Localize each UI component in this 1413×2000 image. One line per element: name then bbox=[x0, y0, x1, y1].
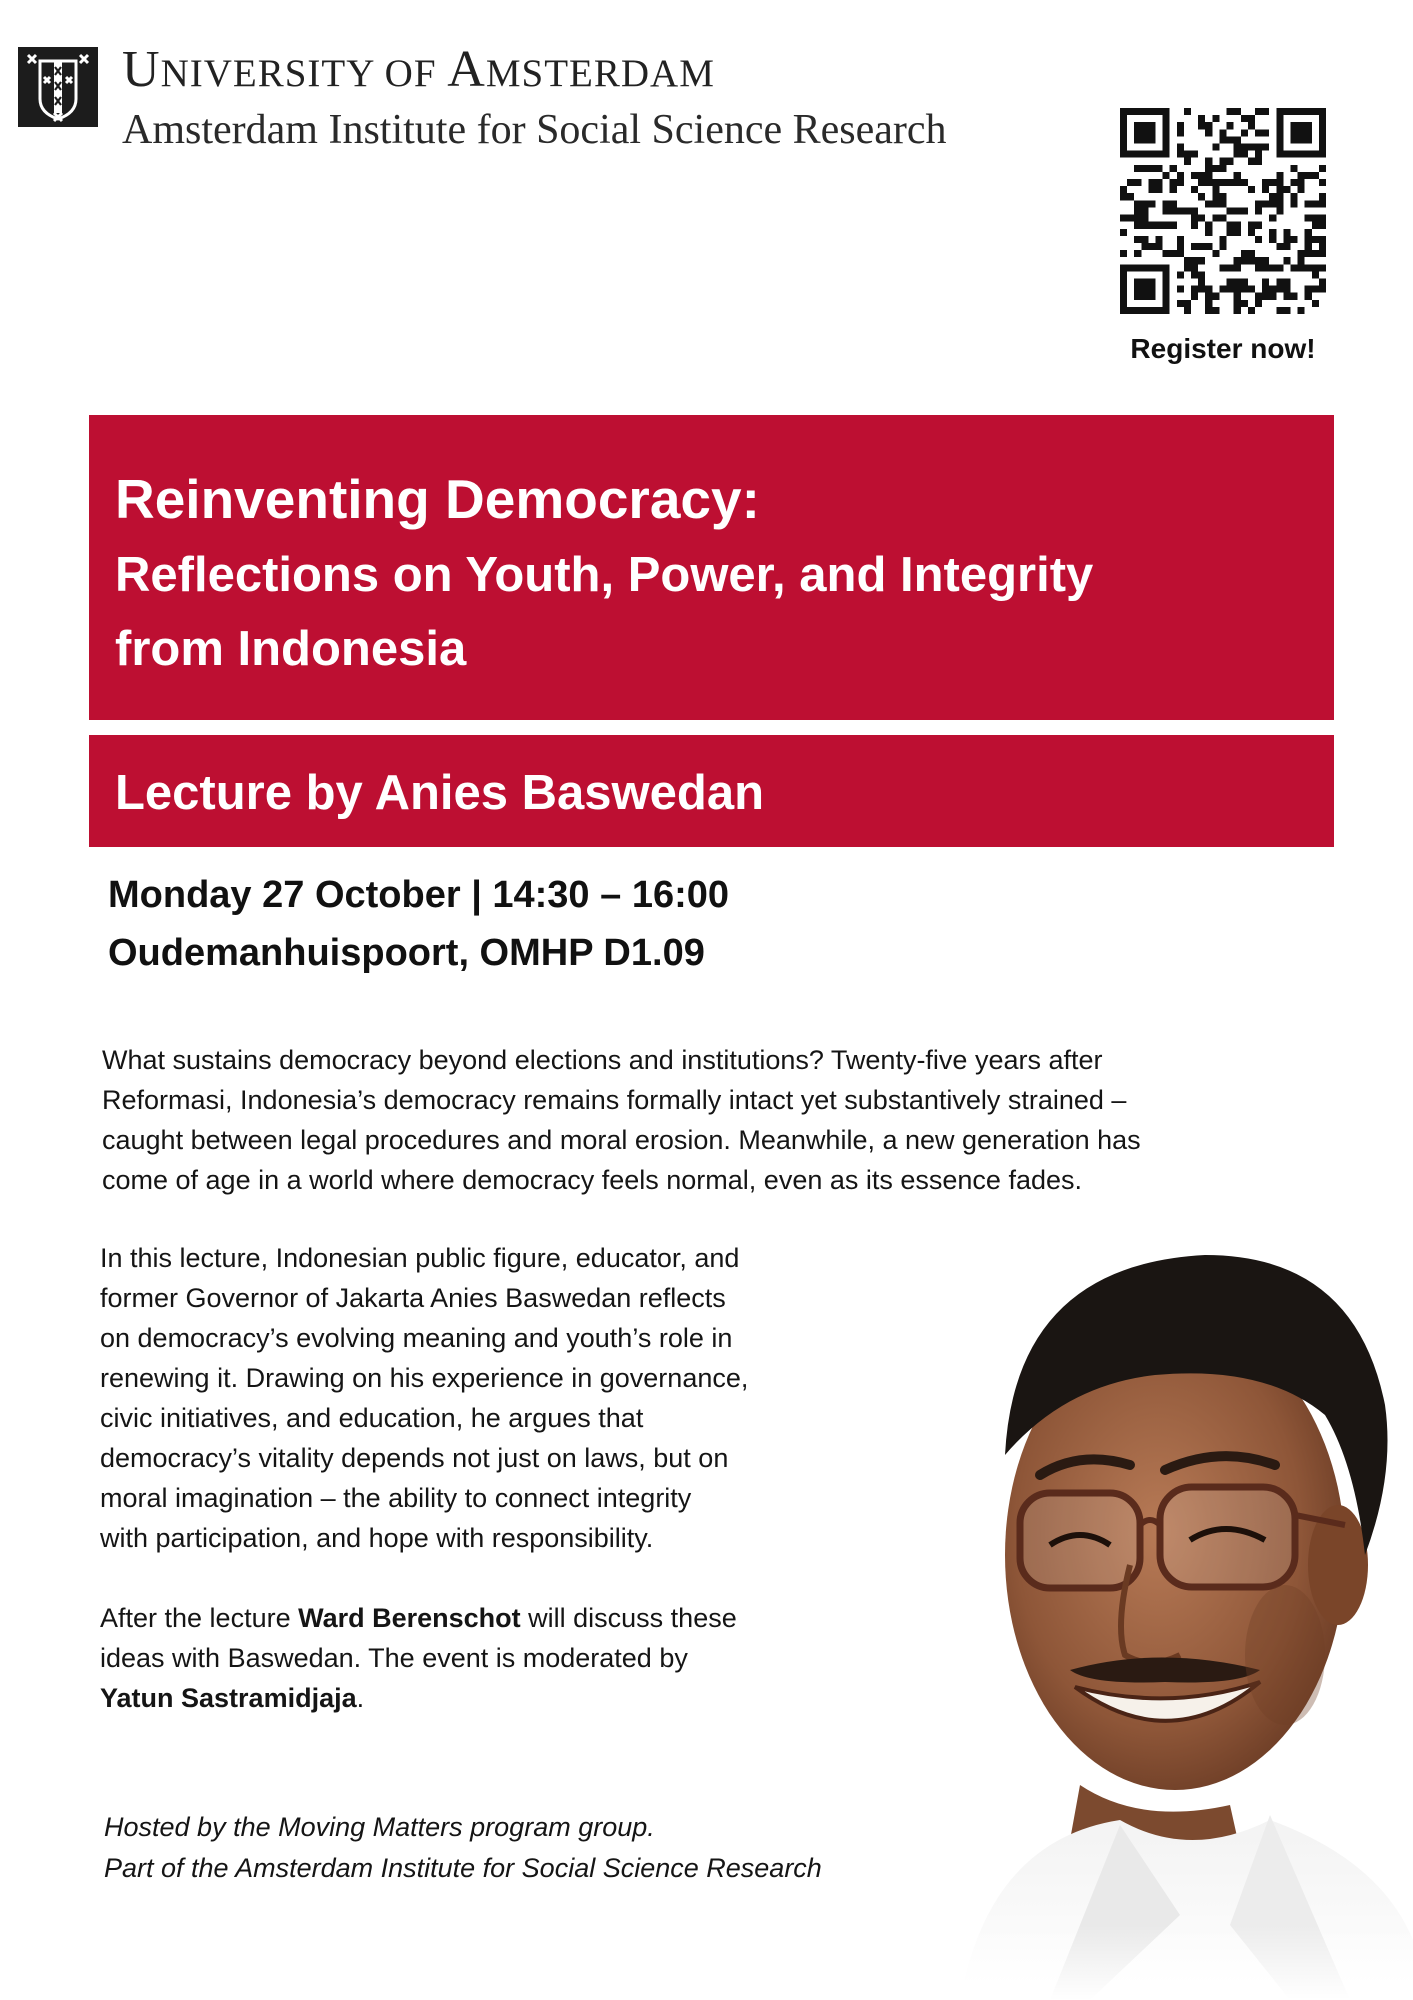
title-subtitle-line1: Reflections on Youth, Power, and Integrity bbox=[115, 548, 1094, 602]
event-datetime: Monday 27 October | 14:30 – 16:00 bbox=[108, 874, 730, 916]
university-name-initial-a: A bbox=[447, 41, 486, 98]
lecture-line: former Governor of Jakarta Anies Baswedan reflects bbox=[100, 1283, 726, 1313]
register-now-label[interactable]: Register now! bbox=[1130, 333, 1316, 364]
qr-code-icon[interactable] bbox=[1120, 108, 1326, 314]
speaker-portrait-illustration bbox=[890, 1225, 1413, 2000]
lecture-line: renewing it. Drawing on his experience in governance, bbox=[100, 1363, 749, 1393]
discussion-line bbox=[100, 1678, 737, 1718]
discussion-paragraph bbox=[100, 1598, 737, 1718]
intro-line: What sustains democracy beyond elections and institutions? Twenty-five years after bbox=[102, 1045, 1103, 1075]
university-name-part: NIVERSITY OF bbox=[160, 52, 448, 95]
discussion-text: will discuss these bbox=[520, 1603, 737, 1633]
title-main: Reinventing Democracy: bbox=[115, 468, 760, 530]
discussion-text: . bbox=[356, 1683, 365, 1713]
university-name-part: MSTERDAM bbox=[485, 52, 715, 95]
intro-line: Reformasi, Indonesia’s democracy remains formally intact yet substantively strained – bbox=[102, 1085, 1127, 1115]
lecture-line: civic initiatives, and education, he argues that bbox=[100, 1403, 644, 1433]
lecture-paragraph bbox=[100, 1238, 748, 1558]
lecture-line: In this lecture, Indonesian public figure, educator, and bbox=[100, 1243, 740, 1273]
lecture-line: democracy’s vitality depends not just on laws, but on bbox=[100, 1443, 729, 1473]
moderator-name: Yatun Sastramidjaja bbox=[100, 1683, 357, 1713]
speaker-portrait bbox=[890, 1225, 1413, 2000]
uva-triple-x-crest-icon bbox=[18, 47, 98, 127]
title-subtitle-line2: from Indonesia bbox=[115, 622, 467, 676]
discussant-name: Ward Berenschot bbox=[298, 1603, 521, 1633]
lecture-line: on democracy’s evolving meaning and youth’s role in bbox=[100, 1323, 733, 1353]
lecture-line: moral imagination – the ability to connect integrity bbox=[100, 1483, 692, 1513]
institute-name: Amsterdam Institute for Social Science Research bbox=[122, 107, 947, 153]
university-name-initial-u: U bbox=[122, 41, 161, 98]
university-name bbox=[122, 40, 715, 99]
part-of-line: Part of the Amsterdam Institute for Social Science Research bbox=[104, 1853, 822, 1883]
discussion-line bbox=[100, 1598, 737, 1638]
qr-code-graphic bbox=[1120, 108, 1326, 314]
discussion-text: After the lecture bbox=[100, 1603, 299, 1633]
event-location: Oudemanhuispoort, OMHP D1.09 bbox=[108, 932, 705, 974]
discussion-line: ideas with Baswedan. The event is moderated by bbox=[100, 1643, 688, 1673]
intro-line: come of age in a world where democracy feels normal, even as its essence fades. bbox=[102, 1165, 1082, 1195]
title-banner bbox=[89, 415, 1334, 720]
lecture-speaker: Lecture by Anies Baswedan bbox=[115, 766, 765, 820]
intro-paragraph bbox=[102, 1040, 1141, 1200]
uva-logo bbox=[18, 47, 98, 127]
hosted-by-line: Hosted by the Moving Matters program group. bbox=[104, 1812, 655, 1842]
lecture-line: with participation, and hope with responsibility. bbox=[100, 1523, 654, 1553]
lecture-banner bbox=[89, 735, 1334, 847]
intro-line: caught between legal procedures and moral erosion. Meanwhile, a new generation has bbox=[102, 1125, 1141, 1155]
